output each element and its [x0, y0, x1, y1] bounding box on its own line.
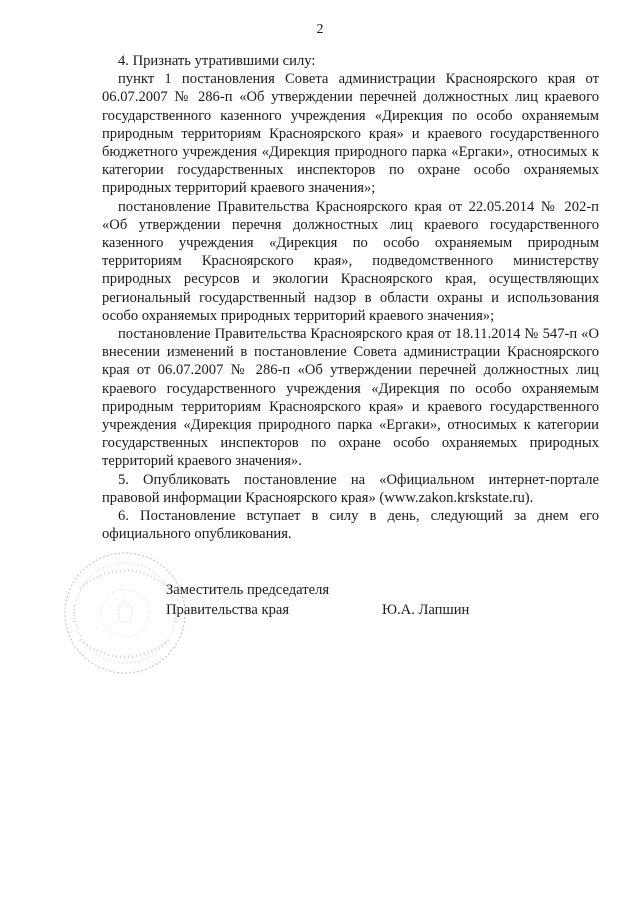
paragraph-repeal-2: постановление Правительства Красноярского края от 22.05.2014 № 202-п «Об утверждении перечня должностных лиц краевого государственного казенного учреждения «Дирекция по особо охраняемым природным территориям Красноярского края», подведомственного министерству природных ресурсов и экологии Красноярского края, осуществляющих региональный государственный надзор в области охраны и использования особо охраняемых природных территорий краевого значения»;	[102, 198, 599, 324]
paragraph-item-4: 4. Признать утратившими силу:	[118, 53, 316, 69]
paragraph-repeal-3: постановление Правительства Красноярского края от 18.11.2014 № 547-п «О внесении изменений в постановление Совета администрации Красноярского края от 06.07.2007 № 286-п «Об утверждении перечней должностных лиц краевого государственного учреждения «Дирекция по особо охраняемым природным территориям Красноярского края» и краевого государственного учреждения «Дирекция природного парка «Ергаки», относимых к категории государственных инспекторов по охране особо охраняемых природных территорий краевого значения».	[102, 326, 599, 470]
signatory-title-line-1: Заместитель председателя	[166, 582, 330, 598]
document-body	[102, 52, 599, 543]
paragraph-item-6: 6. Постановление вступает в силу в день, следующий за днем его официального опубликования.	[102, 508, 599, 543]
paragraph-repeal-1: пункт 1 постановления Совета администрации Красноярского края от 06.07.2007 № 286-п «Об утверждении перечней должностных лиц краевого государственного казенного учреждения «Дирекция по особо охраняемым природным территориям Красноярского края» и краевого государственного бюджетного учреждения «Дирекция природного парка «Ергаки», относимых к категории государственных инспекторов по охране особо охраняемых природных территорий краевого значения»;	[102, 71, 599, 197]
signatory-name: Ю.А. Лапшин	[382, 602, 470, 618]
signature-block	[166, 580, 606, 620]
page-number: 2	[316, 22, 324, 37]
paragraph-item-5: 5. Опубликовать постановление на «Официальном интернет-портале правовой информации Красноярского края» (www.zakon.krskstate.ru).	[102, 471, 599, 506]
signatory-title-line-2: Правительства края	[166, 602, 290, 618]
